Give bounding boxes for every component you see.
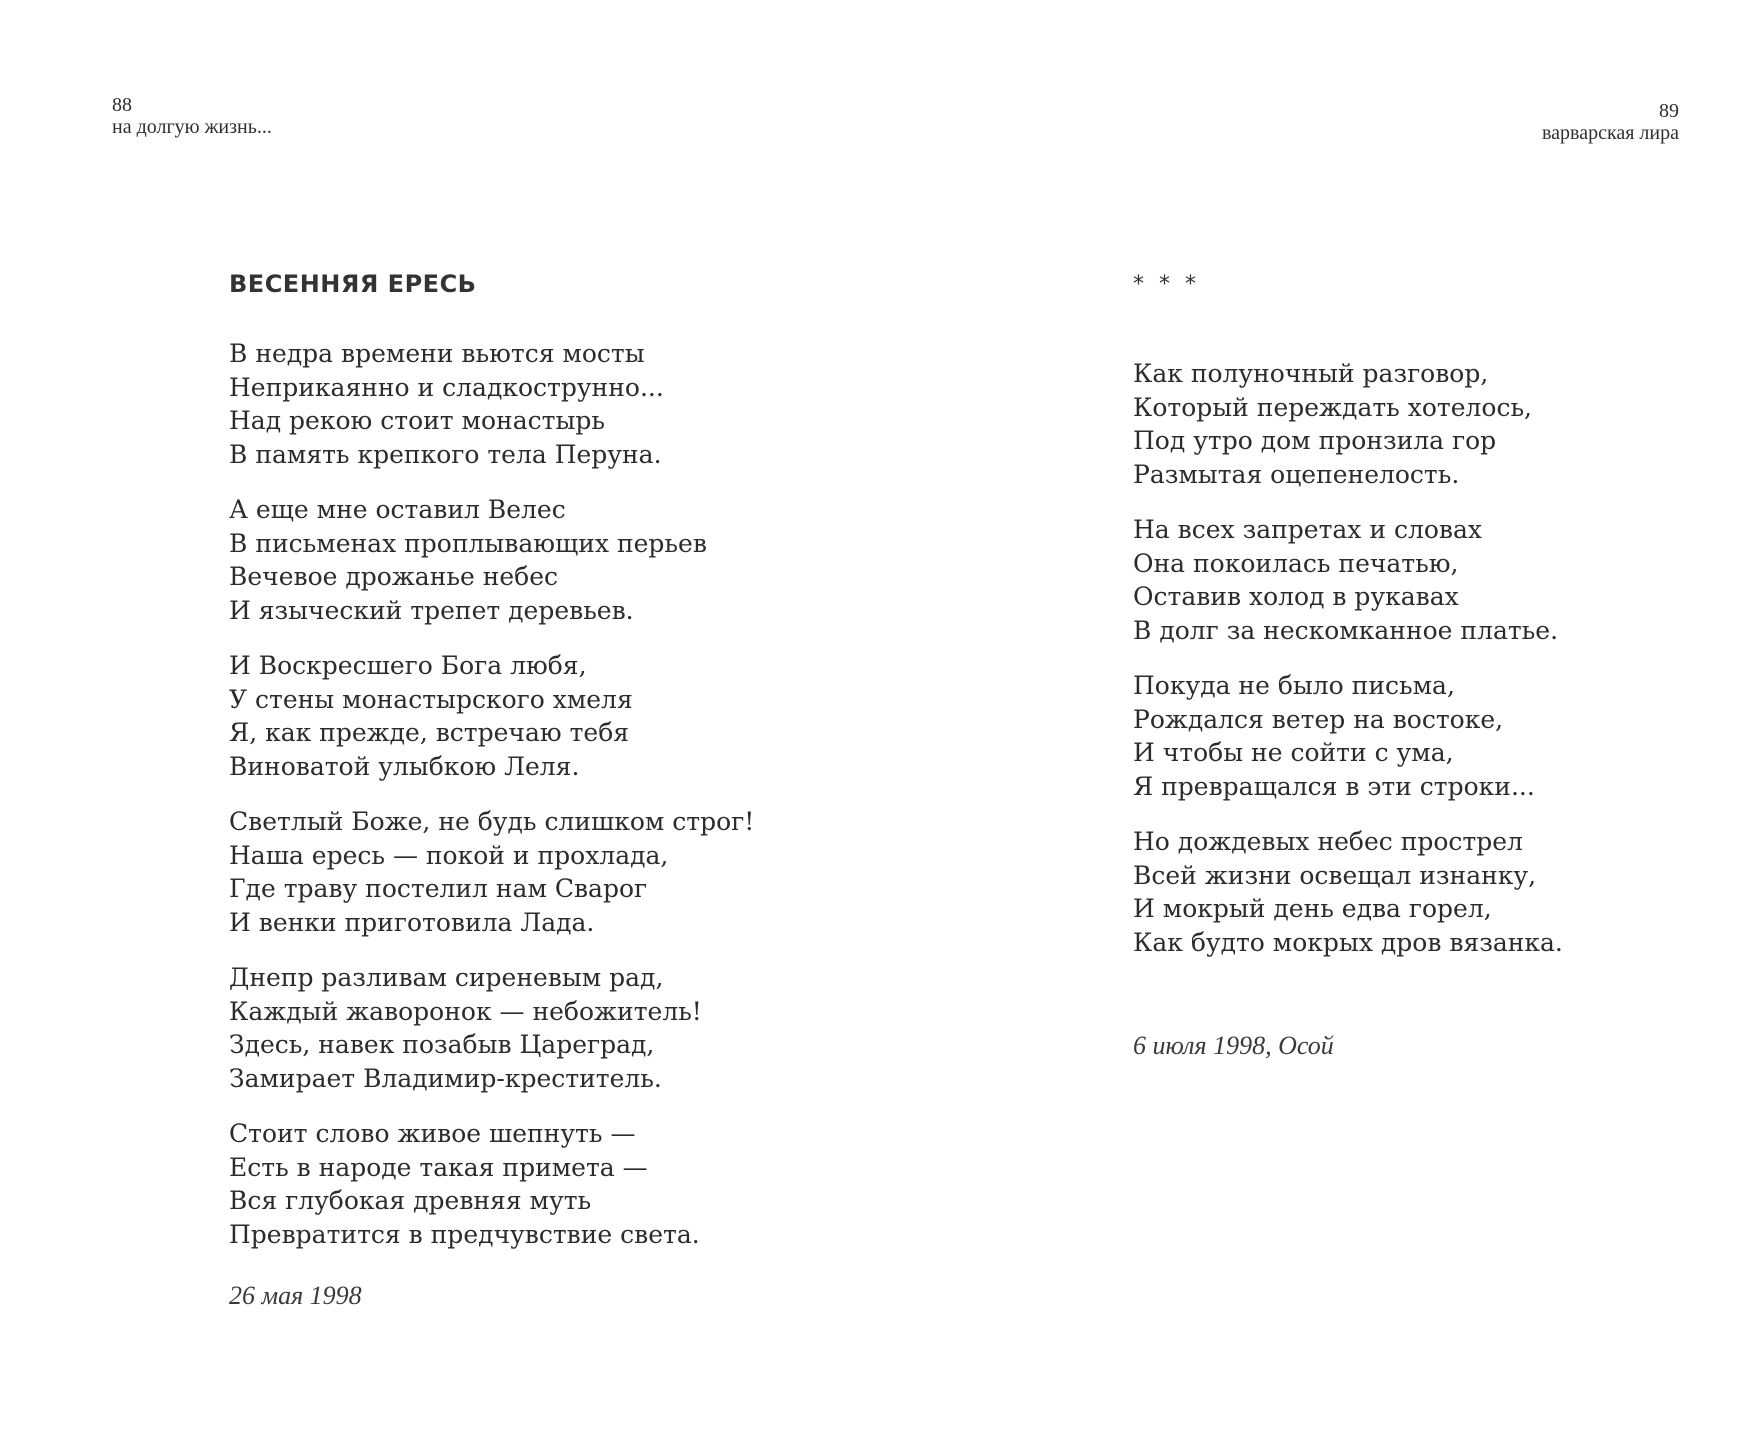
- verse-line: Вечевое дрожанье небес: [229, 562, 559, 591]
- stanza: [229, 649, 909, 783]
- verse-line: Который переждать хотелось,: [1133, 392, 1532, 422]
- verse-line: Светлый Боже, не будь слишком строг!: [229, 807, 755, 836]
- verse-line: Под утро дом пронзила гор: [1133, 426, 1497, 455]
- stanza: [229, 961, 909, 1095]
- verse-line: Но дождевых небес прострел: [1133, 827, 1523, 856]
- left-poem-date: 26 мая 1998: [229, 1281, 362, 1310]
- verse-line: В долг за нескомканное платье.: [1133, 615, 1559, 645]
- left-poem-body: [229, 337, 909, 1273]
- left-page-number: 88: [112, 94, 132, 116]
- left-section-title: на долгую жизнь...: [112, 116, 272, 138]
- left-poem-title: ВЕСЕННЯЯ ЕРЕСЬ: [229, 270, 477, 298]
- verse-line: Я, как прежде, встречаю тебя: [229, 718, 630, 747]
- stanza: [1133, 825, 1693, 959]
- verse-line: Стоит слово живое шепнуть —: [229, 1119, 636, 1148]
- verse-line: Неприкаянно и сладкострунно...: [229, 372, 664, 402]
- verse-line: Замирает Владимир-креститель.: [229, 1063, 662, 1093]
- verse-line: Виноватой улыбкою Леля.: [229, 751, 580, 781]
- verse-line: У стены монастырского хмеля: [229, 684, 633, 714]
- verse-line: Здесь, навек позабыв Цареград,: [229, 1030, 655, 1059]
- stanza: [229, 493, 909, 627]
- verse-line: Покуда не было письма,: [1133, 671, 1455, 700]
- verse-line: Есть в народе такая примета —: [229, 1152, 648, 1182]
- verse-line: И языческий трепет деревьев.: [229, 595, 634, 625]
- verse-line: На всех запретах и словах: [1133, 515, 1482, 544]
- verse-line: Днепр разливам сиреневым рад,: [229, 963, 664, 992]
- verse-line: Оставив холод в рукавах: [1133, 582, 1459, 611]
- verse-line: В письменах проплывающих перьев: [229, 528, 707, 558]
- verse-line: Где траву постелил нам Сварог: [229, 874, 648, 903]
- verse-line: Я превращался в эти строки...: [1133, 771, 1535, 801]
- verse-line: И Воскресшего Бога любя,: [229, 651, 587, 680]
- stanza: [229, 337, 909, 471]
- stanza: [1133, 357, 1693, 491]
- verse-line: В недра времени вьются мосты: [229, 339, 645, 368]
- right-section-title: варварская лира: [1541, 122, 1679, 144]
- verse-line: А еще мне оставил Велес: [229, 495, 566, 524]
- stanza: [1133, 669, 1693, 803]
- verse-line: Как полуночный разговор,: [1133, 359, 1489, 388]
- verse-line: Она покоилась печатью,: [1133, 548, 1459, 578]
- verse-line: Размытая оцепенелость.: [1133, 459, 1460, 489]
- verse-line: И чтобы не сойти с ума,: [1133, 738, 1454, 767]
- right-poem-body: [1133, 357, 1693, 981]
- right-running-head: [1542, 100, 1679, 144]
- verse-line: Всей жизни освещал изнанку,: [1133, 860, 1537, 890]
- stanza: [1133, 513, 1693, 647]
- verse-line: И мокрый день едва горел,: [1133, 894, 1492, 923]
- right-poem-title-asterisks: * * *: [1133, 272, 1200, 297]
- verse-line: Превратится в предчувствие света.: [229, 1219, 700, 1249]
- verse-line: И венки приготовила Лада.: [229, 907, 595, 937]
- verse-line: Над рекою стоит монастырь: [229, 406, 605, 435]
- stanza: [229, 1117, 909, 1251]
- verse-line: Как будто мокрых дров вязанка.: [1133, 927, 1563, 957]
- verse-line: Вся глубокая древняя муть: [229, 1186, 592, 1215]
- right-poem-date: 6 июля 1998, Осой: [1133, 1031, 1334, 1060]
- verse-line: Каждый жаворонок — небожитель!: [229, 996, 702, 1026]
- left-running-head: [112, 94, 272, 138]
- stanza: [229, 805, 909, 939]
- right-page-number: 89: [1659, 100, 1679, 122]
- verse-line: Рождался ветер на востоке,: [1133, 704, 1504, 734]
- verse-line: В память крепкого тела Перуна.: [229, 439, 662, 469]
- verse-line: Наша ересь — покой и прохлада,: [229, 840, 669, 870]
